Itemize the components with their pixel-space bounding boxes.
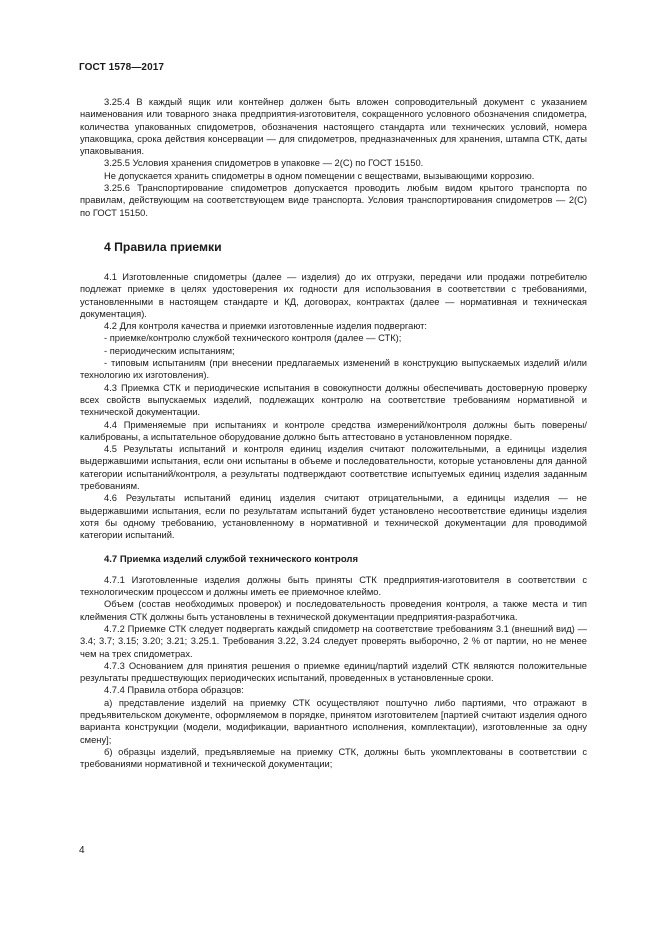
list-item: - типовым испытаниям (при внесении предлагаемых изменений в конструкцию выпускаемых изделий и/или технологию их изготовления). [80, 358, 587, 381]
section-heading: 4 Правила приемки [104, 239, 222, 254]
paragraph: 4.7.2 Приемке СТК следует подвергать каждый спидометр на соответствие требованиям 3.1 (внешний вид) — 3.4; 3.7; 3.15; 3.20; 3.21; 3.25.1. Требования 3.22, 3.24 следует проверять выборочно, 2 % от партии, но не менее чем на трех спидометрах. [80, 623, 587, 659]
page-number: 4 [79, 845, 85, 856]
paragraph: 4.4 Применяемые при испытаниях и контроле средства измерений/контроля должны быть поверены/калиброваны, а испытательное оборудование должно быть аттестовано в установленном порядке. [80, 419, 587, 442]
paragraph: Не допускается хранить спидометры в одном помещении с веществами, вызывающими коррозию. [104, 170, 535, 181]
paragraph: 4.7.1 Изготовленные изделия должны быть приняты СТК предприятия-изготовителя в соответствии с технологическим процессом и должны иметь ее приемочное клеймо. [80, 574, 587, 598]
page-content [80, 96, 587, 771]
paragraph: 3.25.4 В каждый ящик или контейнер должен быть вложен сопроводительный документ с указанием наименования или товарного знака предприятия-изготовителя, сокращенного условного обозначения спидометра, количества упакованных спидометров, обозначения настоящего стандарта или технических условий, номера упаковщика, срока действия консервации — для спидометров, предназначенных для хранения, штампа СТК, даты упаковывания. [80, 97, 587, 157]
list-item: - периодическим испытаниям; [104, 345, 235, 356]
list-item: - приемке/контролю службой технического контроля (далее — СТК); [104, 333, 402, 344]
list-item: б) образцы изделий, предъявляемые на приемку СТК, должны быть укомплектованы в соответствии с требованиями нормативной и технической документации; [80, 746, 587, 770]
paragraph: 4.2 Для контроля качества и приемки изготовленные изделия подвергают: [104, 321, 428, 332]
paragraph: 4.5 Результаты испытаний и контроля единиц изделия считают положительными, а единицы изделия выдержавшими испытания, если они испытаны в объеме и последовательности, которые установлены для данной категории испытаний/контроля, а результаты подтверждают соответствие испытуемых единиц изделия заданным требованиям. [80, 444, 587, 492]
paragraph: 4.7.4 Правила отбора образцов: [104, 685, 244, 696]
page-header: ГОСТ 1578—2017 [79, 62, 165, 73]
paragraph: 3.25.6 Транспортирование спидометров допускается проводить любым видом крытого транспорта по правилам, действующим на соответствующем виде транспорта. Условия транспортирования спидометров — 2(С) по ГОСТ 15150. [80, 183, 587, 218]
paragraph: 3.25.5 Условия хранения спидометров в упаковке — 2(С) по ГОСТ 15150. [104, 158, 424, 169]
paragraph: 4.6 Результаты испытаний единиц изделия считают отрицательными, а единицы изделия — не выдержавшими испытания, если по результатам испытаний будет установлено несоответствие единицы изделия хотя бы одному требованию, установленному в нормативной и технической документации для проводимой категории испытаний. [80, 493, 587, 541]
paragraph: 4.7.3 Основанием для принятия решения о приемке единиц/партий изделий СТК являются положительные результаты предшествующих периодических испытаний, проведенных в установленные сроки. [80, 660, 587, 684]
paragraph: 4.3 Приемка СТК и периодические испытания в совокупности должны обеспечивать достоверную проверку всех свойств выпускаемых изделий, подлежащих контролю на соответствие требованиям нормативной и технической документации. [80, 382, 587, 418]
paragraph: 4.1 Изготовленные спидометры (далее — изделия) до их отгрузки, передачи или продажи потребителю подлежат приемке в целях удостоверения их годности для использования в соответствии с требованиями, установленными в настоящем стандарте и КД, договорах, контрактах (далее — нормативная и техническая документация). [80, 271, 587, 319]
subsection-heading: 4.7 Приемка изделий службой технического контроля [104, 553, 358, 565]
list-item: а) представление изделий на приемку СТК осуществляют поштучно либо партиями, что отражают в предъявительском документе, оформляемом в порядке, принятом изготовителем [партией считают изделия одного варианта конструкции (модели, модификации, вариантного исполнения, комплектации), изготовленные за одну смену]; [80, 697, 587, 745]
paragraph: Объем (состав необходимых проверок) и последовательность проведения контроля, а также места и тип клеймения СТК должны быть установлены в технической документации предприятия-разработчика. [80, 599, 587, 622]
